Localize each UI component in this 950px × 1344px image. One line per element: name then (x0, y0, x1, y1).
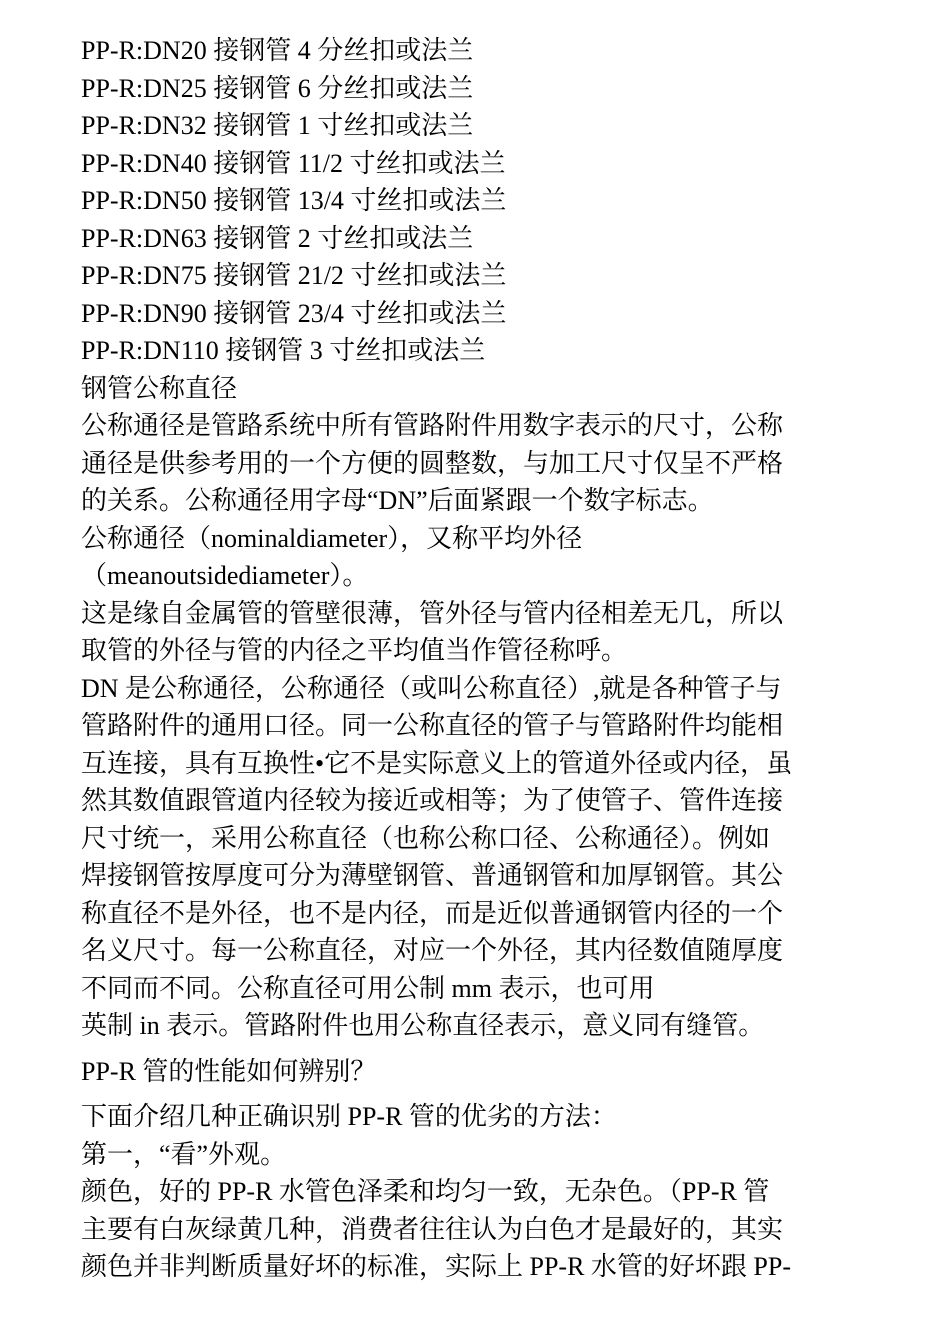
section-heading: 钢管公称直径 (81, 373, 238, 403)
text-line: 焊接钢管按厚度可分为薄壁钢管、普通钢管和加厚钢管。其公 (81, 861, 784, 890)
text-line: 称直径不是外径，也不是内径，而是近似普通钢管内径的一个 (81, 898, 784, 928)
text-line: 互连接，具有互换性•它不是实际意义上的管道外径或内径，虽 (81, 748, 793, 778)
text-line: 颜色，好的 PP-R 水管色泽柔和均匀一致，无杂色。（PP-R 管 (81, 1177, 770, 1206)
text-line: 公称通径是管路系统中所有管路附件用数字表示的尺寸，公称 (81, 411, 784, 440)
text-line: 不同而不同。公称直径可用公制 mm 表示，也可用 (81, 973, 655, 1003)
spec-line-dn75: PP-R:DN75 接钢管 21/2 寸丝扣或法兰 (81, 261, 507, 290)
text-line: 管路附件的通用口径。同一公称直径的管子与管路附件均能相 (81, 711, 784, 740)
question-heading: PP-R 管的性能如何辨别？ (81, 1056, 377, 1086)
text-line: 公称通径（nominaldiameter），又称平均外径 (81, 523, 583, 553)
text-line: 名义尺寸。每一公称直径，对应一个外径，其内径数值随厚度 (81, 936, 784, 965)
spec-line-dn90: PP-R:DN90 接钢管 23/4 寸丝扣或法兰 (81, 298, 507, 328)
text-line: 取管的外径与管的内径之平均值当作管径称呼。 (81, 636, 628, 665)
text-line: DN 是公称通径，公称通径（或叫公称直径）,就是各种管子与 (81, 673, 782, 703)
text-line: 然其数值跟管道内径较为接近或相等；为了使管子、管件连接 (81, 786, 784, 815)
spec-line-dn32: PP-R:DN32 接钢管 1 寸丝扣或法兰 (81, 111, 474, 140)
text-line: 的关系。公称通径用字母“DN”后面紧跟一个数字标志。 (81, 486, 714, 515)
text-line: 颜色并非判断质量好坏的标准，实际上 PP-R 水管的好坏跟 PP- (81, 1252, 791, 1281)
spec-line-dn25: PP-R:DN25 接钢管 6 分丝扣或法兰 (81, 73, 474, 103)
subheading-line: 第一，“看”外观。 (81, 1139, 287, 1169)
spec-line-dn63: PP-R:DN63 接钢管 2 寸丝扣或法兰 (81, 223, 474, 253)
spec-line-dn110: PP-R:DN110 接钢管 3 寸丝扣或法兰 (81, 336, 486, 365)
spec-line-dn40: PP-R:DN40 接钢管 11/2 寸丝扣或法兰 (81, 148, 506, 178)
text-line: 英制 in 表示。管路附件也用公称直径表示，意义同有缝管。 (81, 1011, 765, 1040)
spec-line-dn50: PP-R:DN50 接钢管 13/4 寸丝扣或法兰 (81, 186, 507, 215)
text-line: 下面介绍几种正确识别 PP-R 管的优劣的方法： (81, 1102, 617, 1131)
text-line: 尺寸统一，采用公称直径（也称公称口径、公称通径）。例如 (81, 823, 771, 853)
spec-line-dn20: PP-R:DN20 接钢管 4 分丝扣或法兰 (81, 36, 474, 65)
text-line: （meanoutsidediameter）。 (81, 561, 369, 590)
text-line: 这是缘自金属管的管壁很薄，管外径与管内径相差无几，所以 (81, 598, 784, 628)
text-line: 通径是供参考用的一个方便的圆整数，与加工尺寸仅呈不严格 (81, 448, 784, 478)
document-page (81, 32, 871, 1286)
text-line: 主要有白灰绿黄几种，消费者往往认为白色才是最好的，其实 (81, 1214, 784, 1244)
